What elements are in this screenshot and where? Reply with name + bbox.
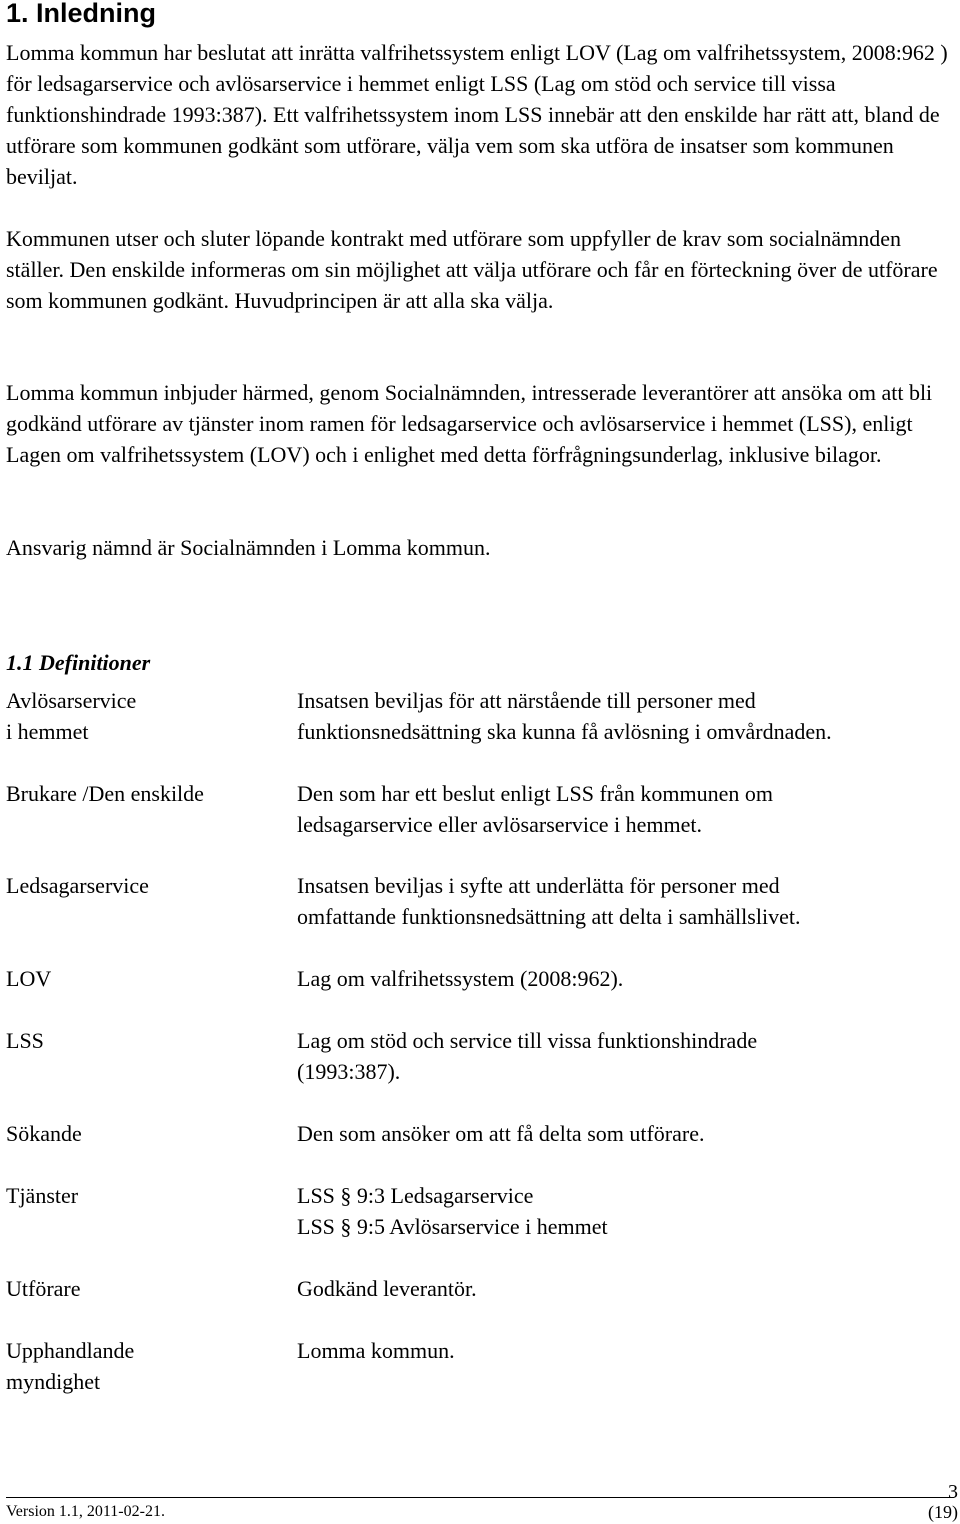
intro-paragraph-2: Kommunen utser och sluter löpande kontrakt med utförare som uppfyller de krav som socialnämnden ställer. Den enskilde informeras om sin möjlighet att välja utförare och får en förteckning över de utförare som kommunen godkänt. Huvudprincipen är att alla ska välja.	[6, 226, 938, 313]
definition-term: Ledsagarservice	[6, 873, 149, 898]
intro-paragraph-4: Ansvarig nämnd är Socialnämnden i Lomma kommun.	[6, 535, 491, 560]
definition-description: Den som ansöker om att få delta som utförare.	[297, 1121, 705, 1146]
footer-page-number	[918, 1482, 958, 1522]
definition-description: Insatsen beviljas för att närstående till personer med funktionsnedsättning ska kunna få avlösning i omvårdnaden.	[297, 688, 832, 744]
definition-description: Godkänd leverantör.	[297, 1276, 477, 1301]
definition-term: LOV	[6, 966, 52, 991]
definition-term: Utförare	[6, 1276, 81, 1301]
definition-description: Insatsen beviljas i syfte att underlätta för personer med omfattande funktionsnedsättning att delta i samhällslivet.	[297, 873, 801, 929]
page-total: (19)	[928, 1502, 958, 1522]
definition-term: Avlösarservice i hemmet	[6, 688, 137, 744]
intro-paragraph-1: Lomma kommun har beslutat att inrätta valfrihetssystem enligt LOV (Lag om valfrihetssystem, 2008:962 ) för ledsagarservice och avlösarservice i hemmet enligt LSS (Lag om stöd och service till vissa funktionshindrade 1993:387). Ett valfrihetssystem inom LSS innebär att den enskilde har rätt att, bland de utförare som kommunen godkänt som utförare, välja vem som ska utföra de insatser som kommunen beviljat.	[6, 40, 948, 189]
definition-description: Lomma kommun.	[297, 1338, 455, 1363]
definition-description: Lag om stöd och service till vissa funktionshindrade (1993:387).	[297, 1028, 758, 1084]
section-heading: 1. Inledning	[6, 0, 157, 28]
definition-description: Lag om valfrihetssystem (2008:962).	[297, 966, 624, 991]
footer-divider	[6, 1497, 954, 1498]
definition-description: Den som har ett beslut enligt LSS från kommunen om ledsagarservice eller avlösarservice i hemmet.	[297, 781, 773, 837]
intro-paragraph-3: Lomma kommun inbjuder härmed, genom Socialnämnden, intresserade leverantörer att ansöka om att bli godkänd utförare av tjänster inom ramen för ledsagarservice och avlösarservice i hemmet (LSS), enligt Lagen om valfrihetssystem (LOV) och i enlighet med detta förfrågningsunderlag, inklusive bilagor.	[6, 380, 933, 467]
definition-term: Upphandlande myndighet	[6, 1338, 135, 1394]
definition-term: LSS	[6, 1028, 44, 1053]
definition-description: LSS § 9:3 Ledsagarservice LSS § 9:5 Avlösarservice i hemmet	[297, 1183, 608, 1239]
definitions-heading: 1.1 Definitioner	[6, 650, 151, 675]
definition-term: Brukare /Den enskilde	[6, 781, 204, 806]
footer-version: Version 1.1, 2011-02-21.	[6, 1503, 165, 1520]
definition-term: Tjänster	[6, 1183, 79, 1208]
page-number: 3	[948, 1481, 958, 1503]
definition-term: Sökande	[6, 1121, 82, 1146]
